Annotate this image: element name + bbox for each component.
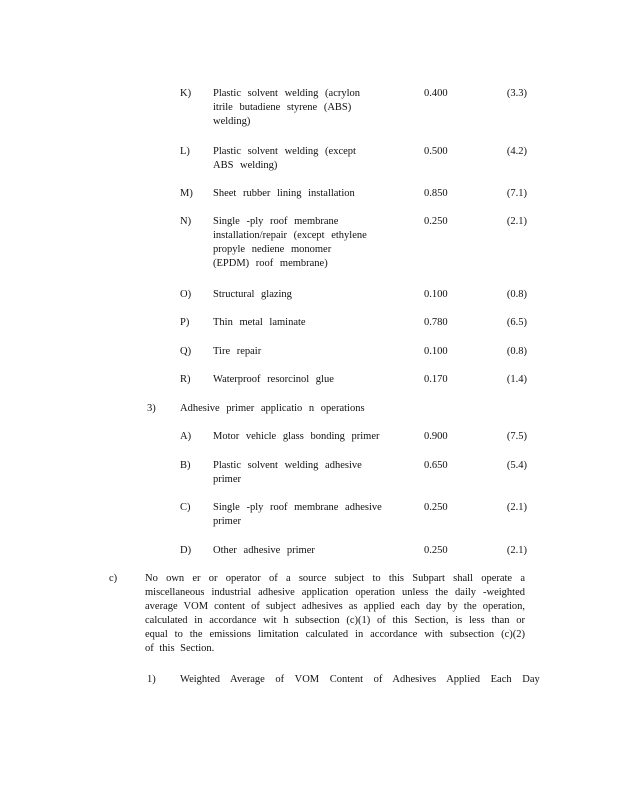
item-description: Single -ply roof membrane installation/repair (except ethylene propyle nediene monomer (EPDM) roof membrane) — [213, 216, 367, 269]
item-letter: P) — [180, 317, 190, 328]
item-value: 0.500 — [424, 146, 448, 157]
primer-metric-value: (2.1) — [506, 545, 527, 556]
item-letter: N) — [180, 216, 192, 227]
primer-value: 0.900 — [424, 431, 448, 442]
primer-letter: B) — [180, 460, 191, 471]
item-letter: M) — [180, 188, 193, 199]
section-title: Adhesive primer applicatio n operations — [180, 403, 365, 414]
item-description: Plastic solvent welding (acrylon itrile butadiene styrene (ABS) welding) — [213, 88, 361, 127]
item-letter: L) — [180, 146, 190, 157]
item-metric-value: (3.3) — [506, 88, 527, 99]
item-value: 0.250 — [424, 216, 448, 227]
item-metric-value: (1.4) — [506, 374, 527, 385]
item-description: Plastic solvent welding (except ABS welding) — [213, 146, 356, 171]
item-description: Structural glazing — [213, 289, 292, 300]
item-value: 0.100 — [424, 289, 448, 300]
item-description: Tire repair — [213, 346, 262, 357]
item-value: 0.780 — [424, 317, 448, 328]
primer-description: Single -ply roof membrane adhesive primer — [213, 502, 382, 527]
item-metric-value: (7.1) — [506, 188, 527, 199]
item-description: Thin metal laminate — [213, 317, 306, 328]
primer-description: Motor vehicle glass bonding primer — [213, 431, 380, 442]
item-metric-value: (0.8) — [506, 346, 527, 357]
section-number: 3) — [147, 403, 156, 414]
item-metric-value: (6.5) — [506, 317, 527, 328]
primer-metric-value: (5.4) — [506, 460, 527, 471]
item-letter: K) — [180, 88, 192, 99]
item-letter: Q) — [180, 346, 192, 357]
primer-value: 0.250 — [424, 545, 448, 556]
item-value: 0.170 — [424, 374, 448, 385]
item-value: 0.400 — [424, 88, 448, 99]
primer-metric-value: (7.5) — [506, 431, 527, 442]
item-value: 0.850 — [424, 188, 448, 199]
paragraph-label: c) — [109, 573, 118, 584]
primer-letter: A) — [180, 431, 192, 442]
primer-description: Other adhesive primer — [213, 545, 315, 556]
primer-value: 0.650 — [424, 460, 448, 471]
item-letter: R) — [180, 374, 191, 385]
item-metric-value: (2.1) — [506, 216, 527, 227]
item-description: Sheet rubber lining installation — [213, 188, 355, 199]
primer-description: Plastic solvent welding adhesive primer — [213, 460, 362, 485]
primer-metric-value: (2.1) — [506, 502, 527, 513]
item-letter: O) — [180, 289, 192, 300]
primer-letter: C) — [180, 502, 191, 513]
item-metric-value: (0.8) — [506, 289, 527, 300]
item-description: Waterproof resorcinol glue — [213, 374, 334, 385]
subsection-number: 1) — [147, 674, 156, 685]
paragraph-text: No own er or operator of a source subject to this Subpart shall operate a miscellaneous industrial adhesive application operation unless the daily -weighted average VOM content of subject adhesives as applied each day by the operation, calculated in accordance wit h subsection (c)(1) of this Section, is less than or equal to the emissions limitation calculated in accordance with subsection (c)(2) of this Section. — [145, 573, 525, 655]
primer-letter: D) — [180, 545, 192, 556]
subsection-title: Weighted Average of VOM Content of Adhesives Applied Each Day — [180, 674, 540, 685]
item-value: 0.100 — [424, 346, 448, 357]
item-metric-value: (4.2) — [506, 146, 527, 157]
primer-value: 0.250 — [424, 502, 448, 513]
